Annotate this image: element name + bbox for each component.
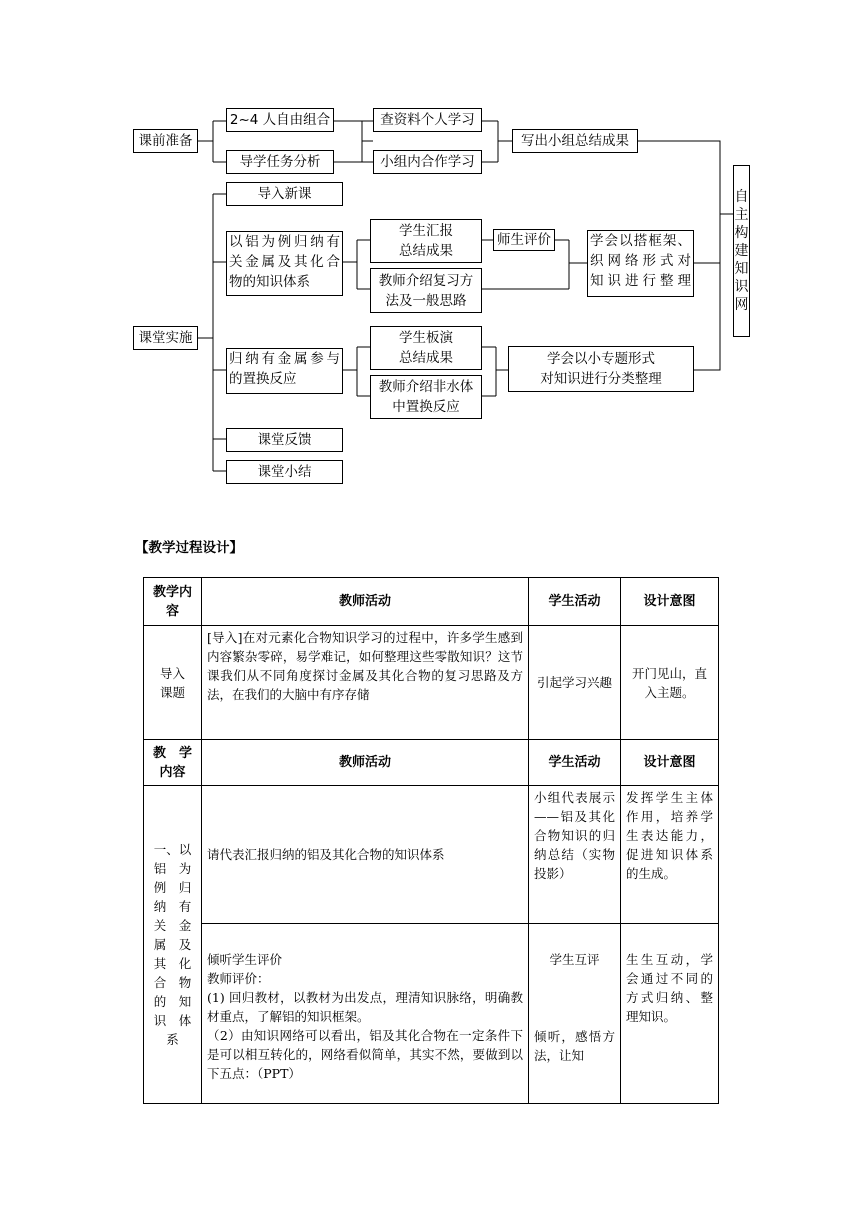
table-header-row (144, 578, 719, 626)
intent-cell: 生生互动，学会通过不同的方式归纳、整理知识。 (621, 924, 719, 1104)
table-row (144, 786, 719, 924)
class-node: 课堂实施 (133, 326, 198, 350)
network-char: 构 (734, 225, 749, 241)
student-cell: 小组代表展示——铝及其化合物知识的归纳总结（实物投影） (529, 786, 621, 924)
header-cell (144, 740, 202, 786)
header-cell: 学生活动 (529, 740, 621, 786)
content-cell (144, 626, 202, 740)
table-header-row (144, 740, 719, 786)
board-node (370, 326, 482, 370)
header-cell: 教学内容 (144, 578, 202, 626)
network-char: 识 (734, 279, 749, 295)
header-cell: 设计意图 (621, 578, 719, 626)
table-row (144, 924, 719, 1104)
board-line: 总结成果 (399, 350, 453, 366)
header-cell: 教师活动 (202, 740, 529, 786)
network-char: 建 (734, 243, 749, 259)
summary-node: 写出小组总结成果 (512, 129, 638, 153)
al-topic-line: 关金属及其化合 (229, 254, 340, 270)
stu-report-node (370, 219, 482, 263)
intro-node: 导入新课 (226, 182, 343, 206)
teacher-cell: 请代表汇报归纳的铝及其化合物的知识体系 (202, 786, 529, 924)
framework-line: 知识进行整理 (590, 273, 691, 289)
framework-line: 织网络形式对 (590, 253, 691, 269)
prep-node: 课前准备 (133, 129, 198, 153)
nonaq-line: 中置换反应 (392, 399, 460, 415)
section-line: 属 及 (153, 937, 192, 952)
method-line: 法及一般思路 (385, 292, 467, 309)
section-line: 例 归 (153, 880, 192, 895)
group-node: 2~4 人自由组合 (226, 108, 334, 132)
table-row (144, 626, 719, 740)
student-cell (529, 924, 621, 1104)
content-line: 课题 (159, 684, 185, 700)
section-title: 【教学过程设计】 (135, 540, 243, 556)
teacher-cell: [导入]在对元素化合物知识学习的过程中，许多学生感到内容繁杂零碎，易学难记，如何整理这些零散知识？这节课我们从不同角度探讨金属及其化合物的复习思路及方法，在我们的大脑中有序存储 (202, 626, 529, 740)
section-line: 识 体 (153, 1013, 192, 1028)
network-char: 知 (734, 261, 749, 277)
network-node (733, 165, 750, 337)
stu-report-line: 学生汇报 (399, 223, 453, 239)
al-topic-line: 以铝为例归纳有 (229, 234, 340, 250)
header-line: 教 学 (152, 745, 192, 761)
self-study-node: 查资料个人学习 (373, 108, 482, 132)
section-line: 纳 有 (153, 899, 192, 914)
nonaq-line: 教师介绍非水体 (378, 379, 474, 395)
eval-node: 师生评价 (493, 229, 555, 251)
framework-line: 学会以搭框架、 (590, 233, 691, 249)
process-table (143, 577, 719, 1104)
student-line: 学生互评 (549, 952, 600, 967)
method-line: 教师介绍复习方 (378, 272, 474, 289)
student-line: 倾听，感悟方法，让知 (534, 1029, 615, 1063)
method-node (370, 268, 482, 313)
wrapup-node: 课堂小结 (226, 460, 343, 484)
network-char: 主 (734, 207, 749, 223)
student-gap (534, 969, 615, 1027)
special-node (508, 346, 694, 392)
teacher-cell (202, 924, 529, 1104)
section-line: 系 (166, 1032, 179, 1047)
replace-topic-line: 的置换反应 (229, 371, 297, 387)
special-line: 对知识进行分类整理 (540, 371, 662, 387)
teacher-line: (1) 回归教材，以教材为出发点，理清知识脉络，明确教材重点，了解铝的知识框架。 (207, 990, 523, 1024)
board-line: 学生板演 (399, 330, 453, 346)
section-line: 其 化 (153, 956, 192, 971)
section-line: 关 金 (153, 918, 192, 933)
teacher-line: （2）由知识网络可以看出，铝及其化合物在一定条件下是可以相互转化的，网络看似简单，其实不然，要做到以下五点：（PPT） (207, 1028, 523, 1081)
framework-node (587, 230, 694, 297)
content-line: 导入 (159, 665, 185, 681)
section-line: 铝 为 (153, 861, 192, 876)
network-char: 自 (734, 189, 749, 205)
network-char: 网 (734, 297, 749, 313)
task-node: 导学任务分析 (226, 150, 334, 174)
section-line: 一、以 (153, 842, 192, 857)
al-topic-node (226, 231, 343, 296)
header-line: 内容 (159, 764, 186, 780)
nonaq-node (370, 375, 482, 419)
replace-topic-node (226, 348, 343, 394)
section-cell (144, 786, 202, 1104)
intent-cell: 开门见山，直入主题。 (621, 626, 719, 740)
intent-cell: 发挥学生主体作用，培养学生表达能力，促进知识体系的生成。 (621, 786, 719, 924)
al-topic-line: 物的知识体系 (229, 274, 310, 290)
teacher-line: 教师评价： (207, 971, 270, 986)
header-cell: 教师活动 (202, 578, 529, 626)
section-line: 合 物 (153, 975, 192, 990)
special-line: 学会以小专题形式 (547, 351, 655, 367)
header-cell: 学生活动 (529, 578, 621, 626)
feedback-node: 课堂反馈 (226, 428, 343, 452)
header-cell: 设计意图 (621, 740, 719, 786)
coop-node: 小组内合作学习 (373, 150, 482, 174)
section-line: 的 知 (153, 994, 192, 1009)
replace-topic-line: 归纳有金属参与 (229, 351, 340, 367)
teacher-line: 倾听学生评价 (207, 952, 283, 967)
student-cell: 引起学习兴趣 (529, 626, 621, 740)
stu-report-line: 总结成果 (399, 243, 453, 259)
